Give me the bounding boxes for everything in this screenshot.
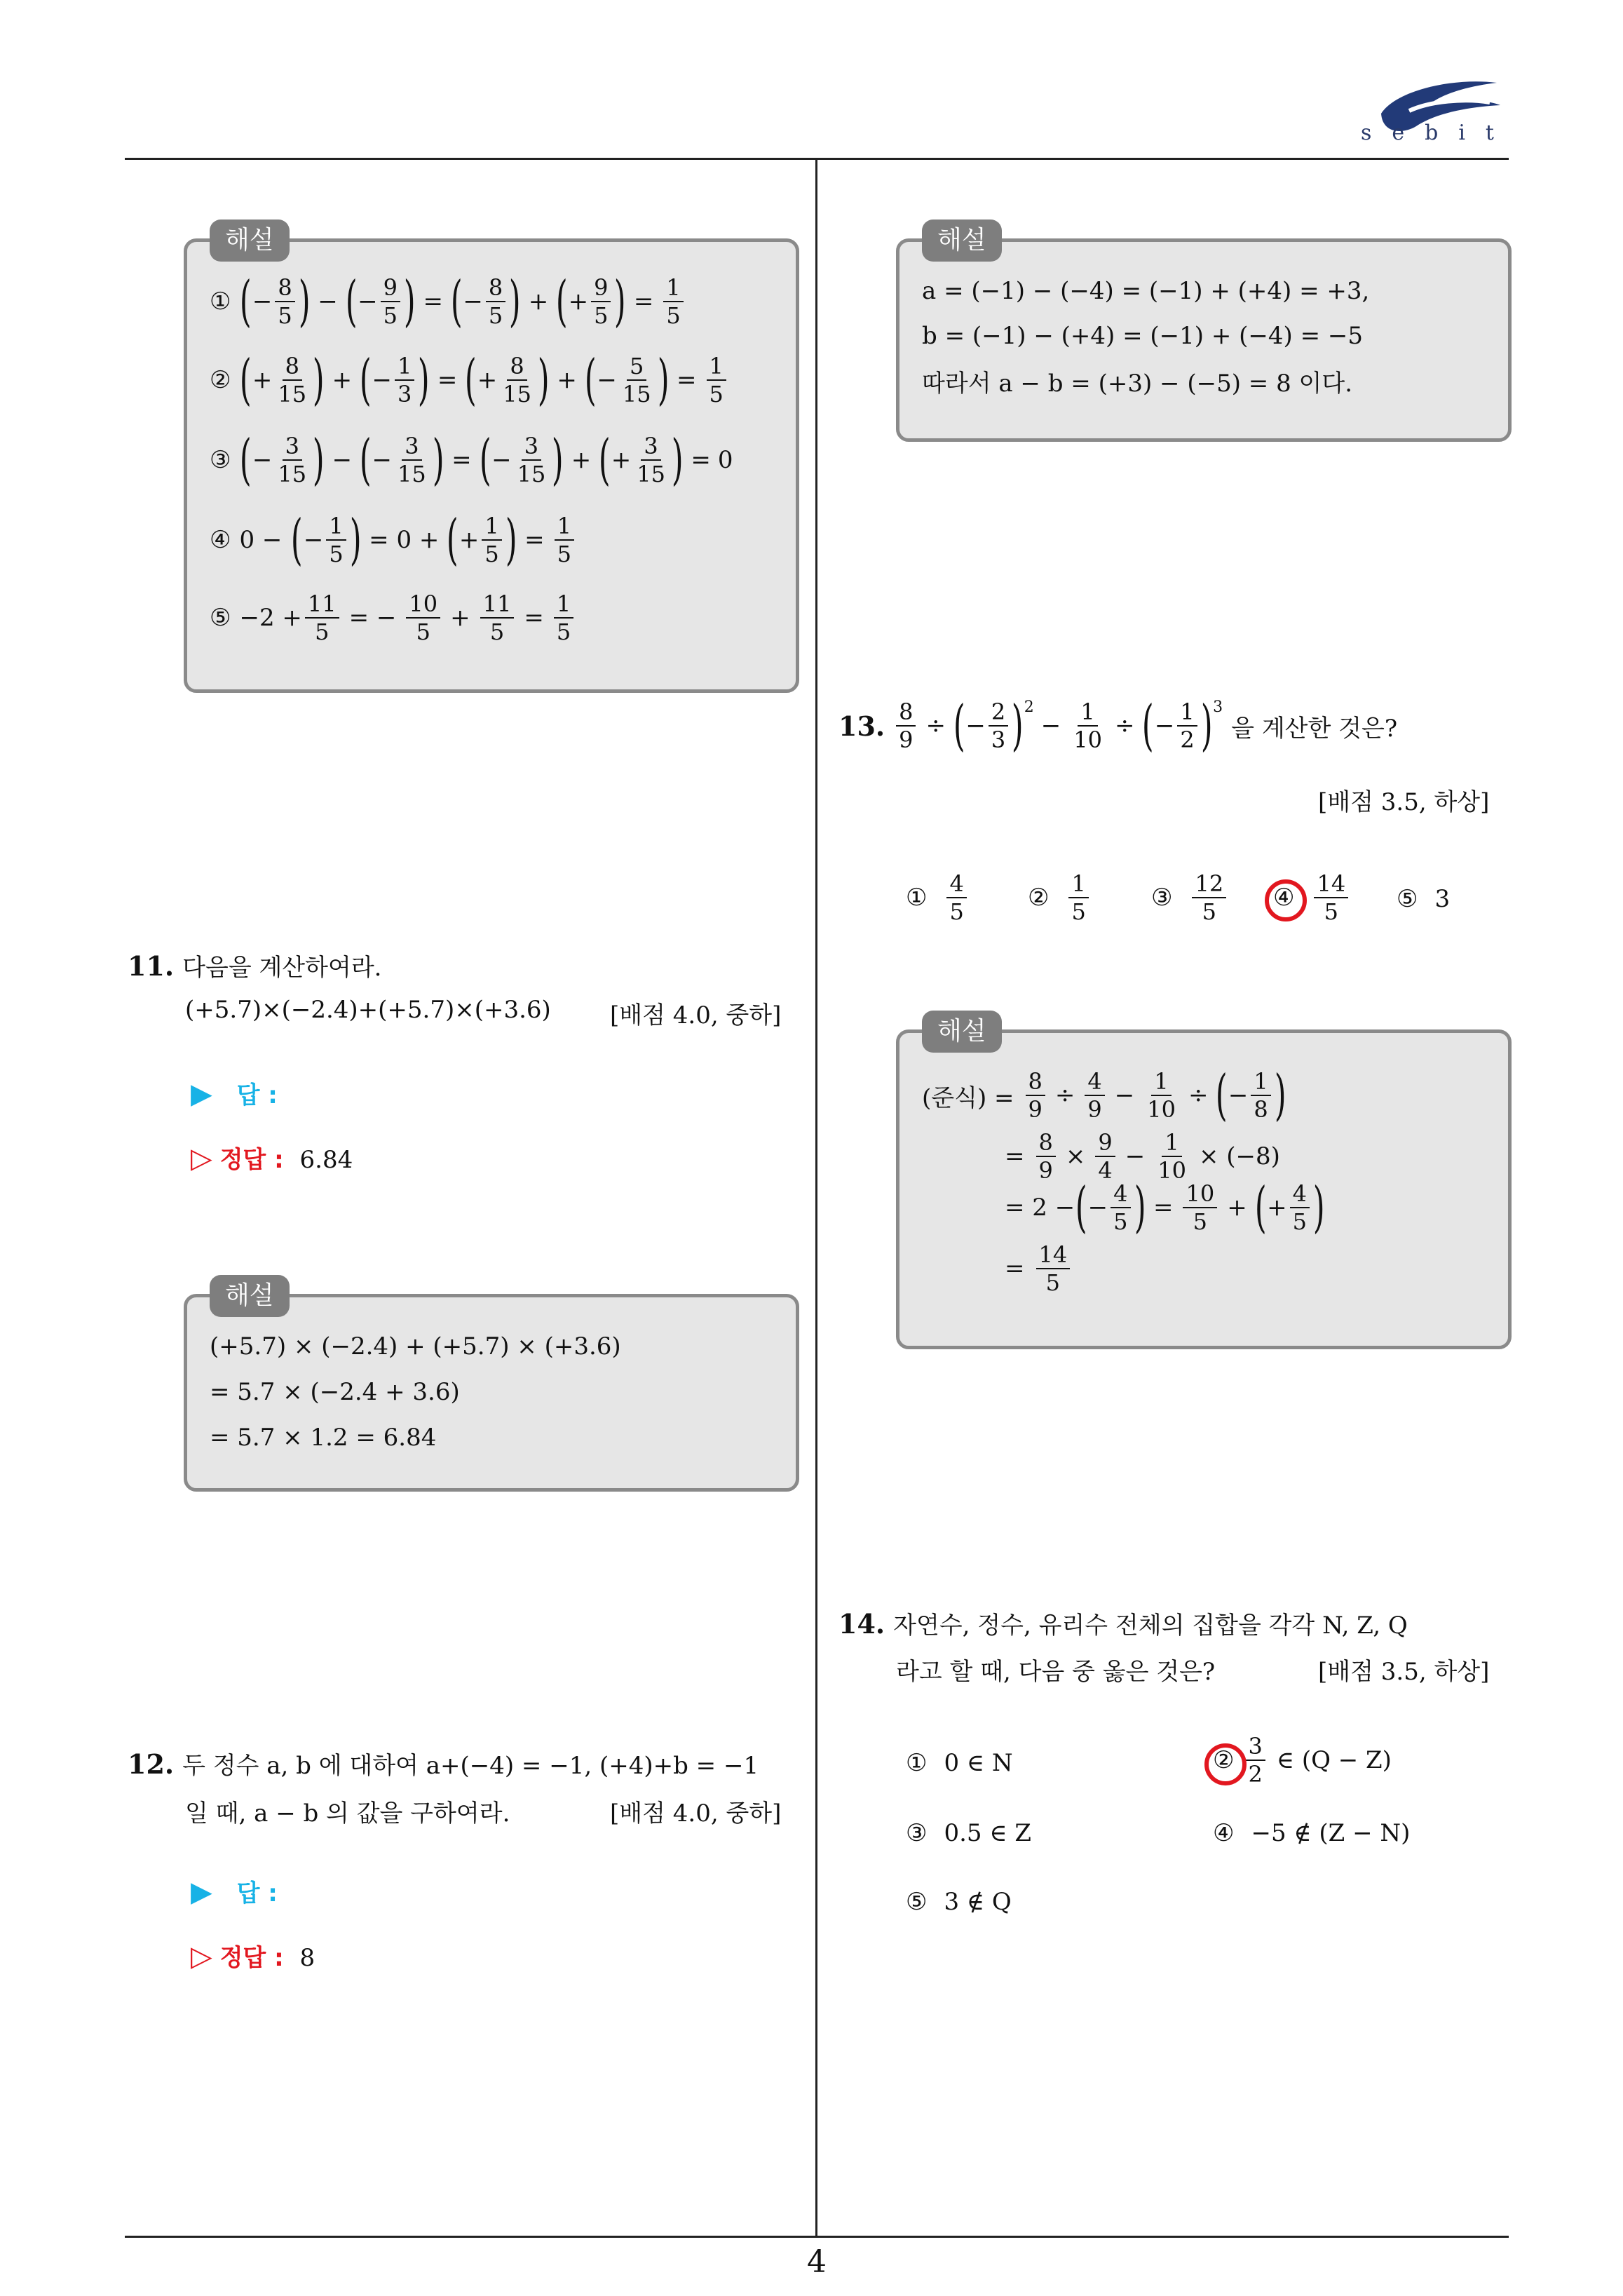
q11-solution-line-1: (+5.7) × (−2.4) + (+5.7) × (+3.6)	[210, 1332, 621, 1360]
q12-solution-line-3: 따라서 a − b = (+3) − (−5) = 8 이다.	[922, 369, 1353, 398]
q12-correct-value: 8	[299, 1944, 315, 1972]
selected-choice-circle	[1204, 1743, 1247, 1785]
q10-solution-line-5: ⑤ −2 + $\frac{11}{5}$ = − $\frac{10}{5}$ + $\frac{11}{5}$ = $\frac{1}{5}$	[210, 593, 576, 643]
q14-question-line2: 라고 할 때, 다음 중 옳은 것은?	[896, 1658, 1216, 1686]
q14-choice-1[interactable]: ① 0 ∈ N	[906, 1749, 1013, 1777]
q11-expression: (+5.7)×(−2.4)+(+5.7)×(+3.6)	[185, 996, 551, 1024]
q11-answer-row: ▶ 답 :	[191, 1078, 278, 1110]
q13-solution-line-4: = $\frac{14}{5}$	[1005, 1243, 1073, 1294]
q14-choice-5[interactable]: ⑤ 3 ∉ Q	[906, 1888, 1012, 1916]
q13-solution-line-3: = 2 − ( − $\frac{4}{5}$ ) = $\frac{10}{5}$ + ( + $\frac{4}{5}$ )	[1005, 1176, 1325, 1239]
q13-score: [배점 3.5, 하상]	[1318, 788, 1490, 816]
q13-solution-line-2: = $\frac{8}{9}$ × $\frac{9}{4}$ − $\frac{1}{10}$ × (−8)	[1005, 1129, 1280, 1184]
q11-solution-box	[184, 1281, 799, 1492]
q11-question: 11. 다음을 계산하여라.	[128, 950, 382, 982]
q11-solution-line-2: = 5.7 × (−2.4 + 3.6)	[210, 1378, 460, 1406]
q13-solution-line-1: (준식) = $\frac{8}{9}$ ÷ $\frac{4}{9}$ − $\frac{1}{10}$ ÷ ( − $\frac{1}{8}$ )	[922, 1064, 1286, 1127]
q11-solution-line-3: = 5.7 × 1.2 = 6.84	[210, 1424, 437, 1452]
q11-score: [배점 4.0, 중하]	[610, 1001, 782, 1029]
q14-question: 14. 자연수, 정수, 유리수 전체의 집합을 각각 N, Z, Q	[838, 1608, 1408, 1640]
q12-question-line2: 일 때, a − b 의 값을 구하여라.	[185, 1799, 510, 1828]
solution-tag: 해설	[922, 1011, 1002, 1053]
solution-tag: 해설	[210, 220, 290, 262]
play-triangle-icon: ▶	[191, 1078, 212, 1110]
q14-choice-2[interactable]: ② $\frac{3}{2}$ ∈ (Q − Z)	[1213, 1733, 1392, 1788]
q13-choice-3[interactable]: ③ $\frac{12}{5}$	[1151, 872, 1229, 923]
solution-tag: 해설	[922, 220, 1002, 262]
q12-correct-row: ▷ 정답 : 8	[191, 1940, 315, 1973]
q12-question: 12. 두 정수 a, b 에 대하여 a+(−4) = −1, (+4)+b = −1	[128, 1748, 759, 1780]
q10-solution-line-1: ① ( − $\frac{8}{5}$ ) − ( − $\frac{9}{5}$ ) = ( − $\frac{8}{5}$ ) + ( + $\frac{9}{5}$ ) = $\frac{1}{5}$	[210, 274, 686, 329]
q13-choice-1[interactable]: ① $\frac{4}{5}$	[906, 872, 970, 923]
q12-score: [배점 4.0, 중하]	[610, 1799, 782, 1828]
q14-score: [배점 3.5, 하상]	[1318, 1658, 1490, 1686]
solution-tag: 해설	[210, 1275, 290, 1317]
logo-text: sebit	[1360, 121, 1514, 145]
q14-choice-3[interactable]: ③ 0.5 ∈ Z	[906, 1819, 1031, 1847]
q13-choice-2[interactable]: ② $\frac{1}{5}$	[1028, 872, 1092, 923]
open-triangle-icon: ▷	[191, 1142, 212, 1175]
q10-solution-line-2: ② ( + $\frac{8}{15}$ ) + ( − $\frac{1}{3}$ ) = ( + $\frac{8}{15}$ ) + ( − $\frac{5}{15}$ ) = $\frac{1}{5}$	[210, 353, 729, 407]
q10-solution-box	[184, 226, 799, 693]
q14-choice-4[interactable]: ④ −5 ∉ (Z − N)	[1213, 1819, 1411, 1847]
q10-solution-line-4: ④ 0 − ( − $\frac{1}{5}$ ) = 0 + ( + $\frac{1}{5}$ ) = $\frac{1}{5}$	[210, 513, 577, 567]
footer-rule	[125, 2236, 1509, 2238]
q11-correct-value: 6.84	[299, 1146, 353, 1174]
page-number: 4	[807, 2244, 827, 2280]
q12-solution-box	[896, 226, 1512, 442]
q11-correct-row: ▷ 정답 : 6.84	[191, 1142, 353, 1175]
open-triangle-icon: ▷	[191, 1940, 212, 1973]
q13-choice-5[interactable]: ⑤ 3	[1397, 885, 1451, 913]
q12-solution-line-1: a = (−1) − (−4) = (−1) + (+4) = +3,	[922, 277, 1370, 305]
q13-choice-4[interactable]: ④ $\frac{14}{5}$	[1273, 872, 1351, 923]
selected-choice-circle	[1265, 879, 1307, 921]
column-divider	[815, 160, 817, 2237]
q13-solution-box	[896, 1017, 1512, 1349]
q12-solution-line-2: b = (−1) − (+4) = (−1) + (−4) = −5	[922, 322, 1363, 350]
q10-solution-line-3: ③ ( − $\frac{3}{15}$ ) − ( − $\frac{3}{15}$ ) = ( − $\frac{3}{15}$ ) + ( + $\frac{3}{15}$ ) = 0	[210, 428, 733, 492]
q12-answer-row: ▶ 답 :	[191, 1876, 278, 1908]
play-triangle-icon: ▶	[191, 1876, 212, 1908]
q13-question: 13. $\frac{8}{9}$ ÷ ( − $\frac{2}{3}$ ) $^2$ − $\frac{1}{10}$ ÷ ( − $\frac{1}{2}$ ) $^3$ 을 계산한 것은?	[838, 694, 1398, 757]
